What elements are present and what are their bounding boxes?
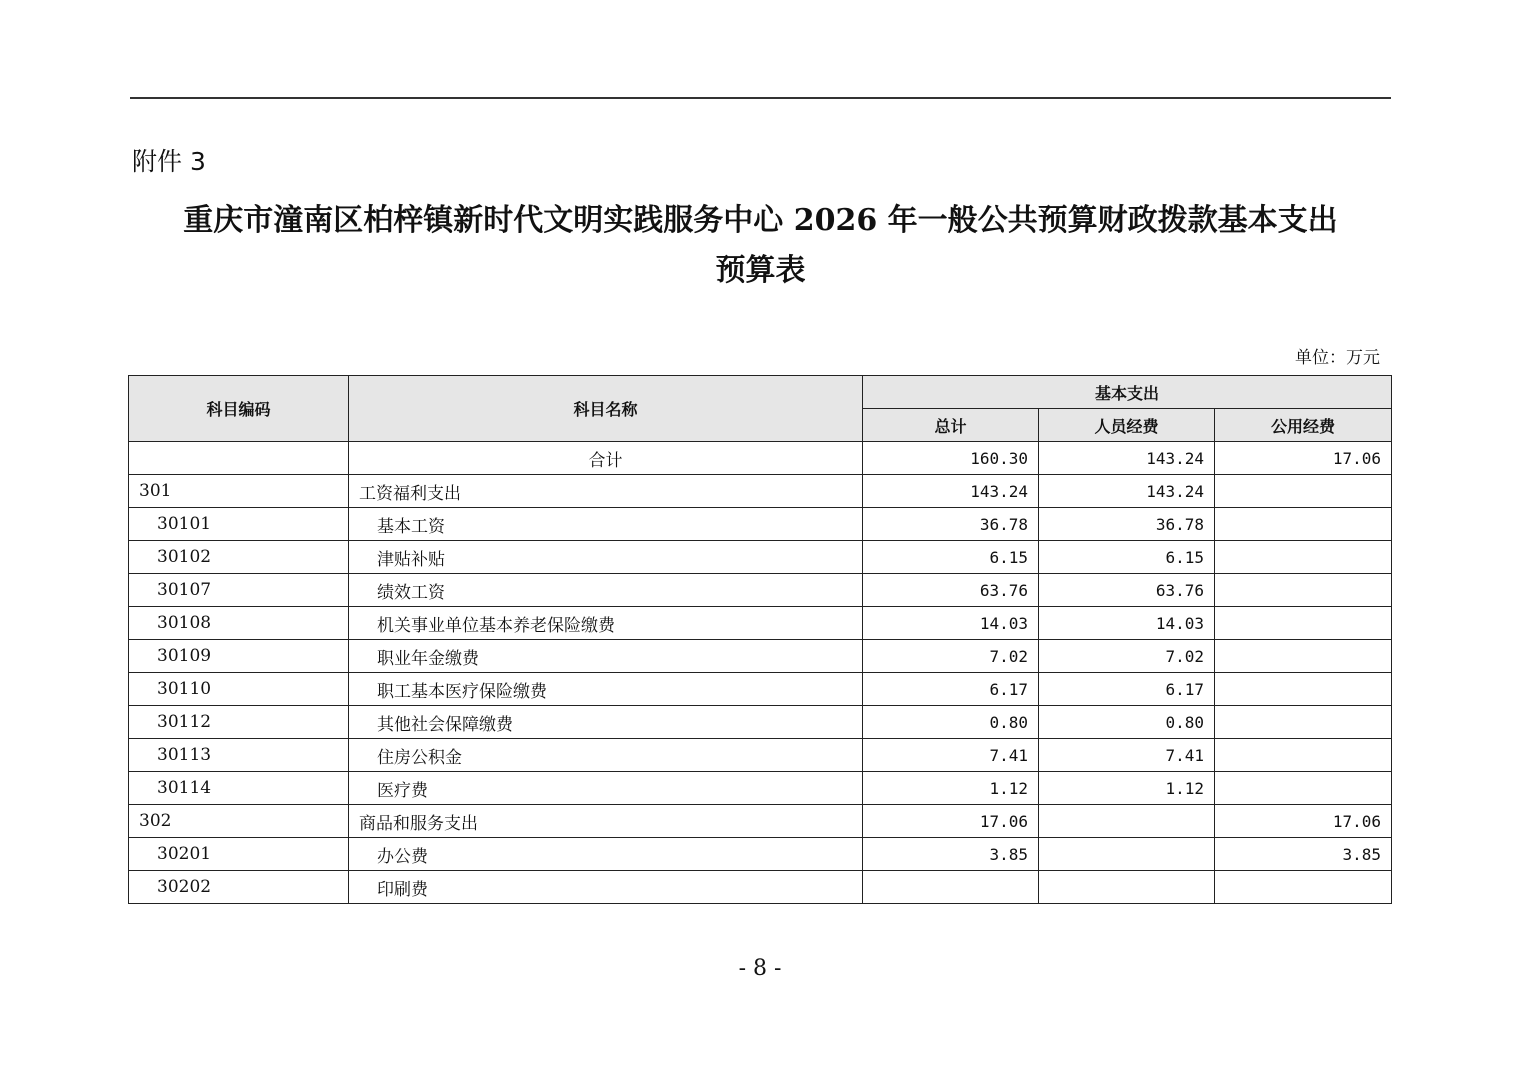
- table-row: [129, 508, 1392, 541]
- cell-name: 机关事业单位基本养老保险缴费: [349, 607, 863, 640]
- cell-code: 302: [129, 805, 349, 838]
- header-total: 总计: [863, 409, 1039, 442]
- cell-personnel: [1039, 805, 1215, 838]
- cell-name: 绩效工资: [349, 574, 863, 607]
- table-row: [129, 541, 1392, 574]
- cell-personnel: 63.76: [1039, 574, 1215, 607]
- cell-code: 30101: [129, 508, 349, 541]
- cell-public: 17.06: [1215, 805, 1392, 838]
- cell-personnel: 7.41: [1039, 739, 1215, 772]
- table-row: [129, 838, 1392, 871]
- table-row: [129, 805, 1392, 838]
- page-title: [130, 196, 1391, 296]
- cell-total: 63.76: [863, 574, 1039, 607]
- cell-name: 津贴补贴: [349, 541, 863, 574]
- cell-total: 36.78: [863, 508, 1039, 541]
- cell-name: 工资福利支出: [349, 475, 863, 508]
- cell-total: 160.30: [863, 442, 1039, 475]
- page-number: - 8 -: [738, 956, 782, 981]
- cell-code: 30112: [129, 706, 349, 739]
- cell-personnel: 6.17: [1039, 673, 1215, 706]
- page-title-line2: 预算表: [715, 253, 806, 288]
- cell-total: 6.17: [863, 673, 1039, 706]
- cell-code: 30109: [129, 640, 349, 673]
- cell-total: 6.15: [863, 541, 1039, 574]
- cell-public: [1215, 640, 1392, 673]
- page-title-line1: 重庆市潼南区柏梓镇新时代文明实践服务中心 2026 年一般公共预算财政拨款基本支出: [183, 203, 1338, 238]
- cell-code: 301: [129, 475, 349, 508]
- cell-total: 0.80: [863, 706, 1039, 739]
- cell-code: 30113: [129, 739, 349, 772]
- cell-public: [1215, 673, 1392, 706]
- cell-personnel: 36.78: [1039, 508, 1215, 541]
- budget-table: [128, 375, 1392, 904]
- cell-total: 14.03: [863, 607, 1039, 640]
- cell-name: 其他社会保障缴费: [349, 706, 863, 739]
- cell-public: [1215, 508, 1392, 541]
- cell-personnel: 7.02: [1039, 640, 1215, 673]
- header-code: 科目编码: [129, 376, 349, 442]
- unit-label: 单位：万元: [1295, 348, 1380, 368]
- cell-total: 1.12: [863, 772, 1039, 805]
- cell-personnel: 143.24: [1039, 475, 1215, 508]
- header-basic-expenditure: 基本支出: [863, 376, 1392, 409]
- cell-personnel: 143.24: [1039, 442, 1215, 475]
- cell-personnel: 14.03: [1039, 607, 1215, 640]
- cell-code: 30108: [129, 607, 349, 640]
- cell-public: [1215, 706, 1392, 739]
- cell-total: 7.02: [863, 640, 1039, 673]
- cell-name: 医疗费: [349, 772, 863, 805]
- table-row: [129, 607, 1392, 640]
- cell-personnel: [1039, 871, 1215, 904]
- cell-code: 30114: [129, 772, 349, 805]
- table-row-total: [129, 442, 1392, 475]
- cell-total: 143.24: [863, 475, 1039, 508]
- cell-code: 30110: [129, 673, 349, 706]
- cell-personnel: 0.80: [1039, 706, 1215, 739]
- cell-public: [1215, 574, 1392, 607]
- cell-total: 3.85: [863, 838, 1039, 871]
- cell-public: 3.85: [1215, 838, 1392, 871]
- cell-code: 30107: [129, 574, 349, 607]
- cell-name: 合计: [349, 442, 863, 475]
- cell-personnel: 6.15: [1039, 541, 1215, 574]
- cell-code: 30201: [129, 838, 349, 871]
- cell-code: 30102: [129, 541, 349, 574]
- cell-public: 17.06: [1215, 442, 1392, 475]
- cell-name: 住房公积金: [349, 739, 863, 772]
- top-rule: [130, 97, 1391, 99]
- header-public: 公用经费: [1215, 409, 1392, 442]
- cell-public: [1215, 607, 1392, 640]
- cell-public: [1215, 541, 1392, 574]
- cell-name: 职业年金缴费: [349, 640, 863, 673]
- cell-name: 基本工资: [349, 508, 863, 541]
- cell-public: [1215, 475, 1392, 508]
- table-row: [129, 739, 1392, 772]
- cell-personnel: [1039, 838, 1215, 871]
- table-row: [129, 475, 1392, 508]
- cell-total: 7.41: [863, 739, 1039, 772]
- cell-code: [129, 442, 349, 475]
- table-row: [129, 640, 1392, 673]
- table-row: [129, 673, 1392, 706]
- header-name: 科目名称: [349, 376, 863, 442]
- table-row: [129, 574, 1392, 607]
- cell-total: [863, 871, 1039, 904]
- header-personnel: 人员经费: [1039, 409, 1215, 442]
- cell-public: [1215, 871, 1392, 904]
- cell-code: 30202: [129, 871, 349, 904]
- cell-total: 17.06: [863, 805, 1039, 838]
- cell-name: 商品和服务支出: [349, 805, 863, 838]
- attachment-label: 附件 3: [132, 147, 206, 176]
- cell-personnel: 1.12: [1039, 772, 1215, 805]
- cell-name: 办公费: [349, 838, 863, 871]
- cell-name: 职工基本医疗保险缴费: [349, 673, 863, 706]
- table-row: [129, 772, 1392, 805]
- cell-name: 印刷费: [349, 871, 863, 904]
- table-row: [129, 706, 1392, 739]
- cell-public: [1215, 739, 1392, 772]
- cell-public: [1215, 772, 1392, 805]
- table-row: [129, 871, 1392, 904]
